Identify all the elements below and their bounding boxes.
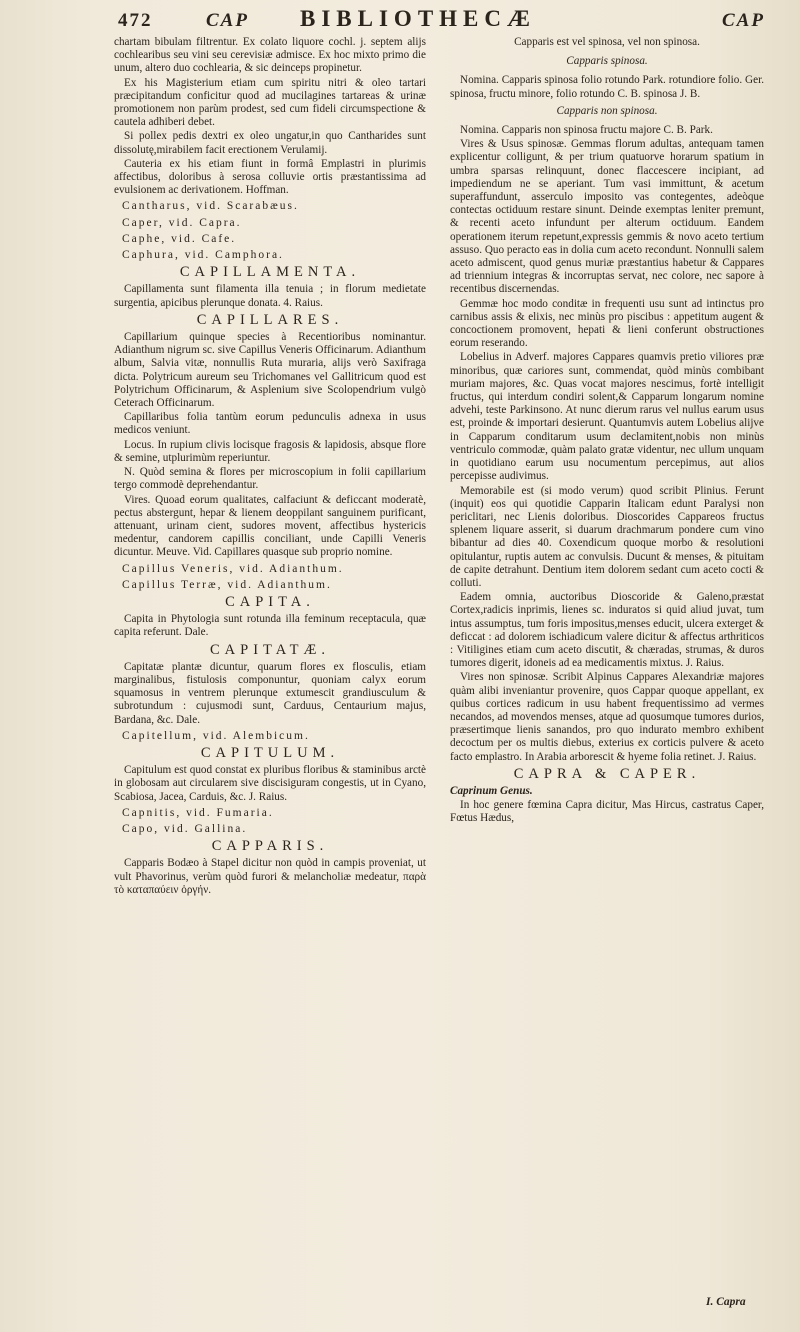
- cross-reference: Capnitis, vid. Fumaria.: [122, 806, 274, 819]
- entry-heading: CAPPARIS.: [211, 838, 329, 855]
- running-header: [0, 6, 800, 36]
- cross-reference: Caphe, vid. Cafe.: [122, 232, 237, 245]
- paragraph: Si pollex pedis dextri ex oleo ungatur,in quo Cantharides sunt dissolutę,mirabilem facit erectionem Verulamij.: [114, 130, 426, 156]
- subheading: Capparis non spinosa.: [556, 104, 658, 117]
- paragraph: Memorabile est (si modo verum) quod scribit Plinius. Ferunt (inquit) eos qui quotidie Capparin Italicam edunt Paralysi non periclitari, nec Lienis doloribus. Dioscorides Cappareos fructus splenem liquare asserit, si duarum drachmarum pondere cum vino bibantur ad dies 40. Coxendicum quoque morbo & resolutioni opitulantur, ruptis autem ac convulsis. Ducunt & menses, & pituitam de capite detrahunt. Dentium item dolorem sedant cum aceto cocti & colluti.: [450, 484, 764, 589]
- right-column: [450, 36, 764, 827]
- entry-heading: CAPRA & CAPER.: [513, 765, 701, 782]
- paragraph: chartam bibulam filtrentur. Ex colato liquore cochl. j. septem alijs cochlearibus seu vini seu cerevisiæ admisce. Ex hoc mixto primo die unum, altero duo cochlearia, & sic deinceps propinetur.: [114, 36, 426, 75]
- paragraph: Capparis est vel spinosa, vel non spinosa.: [514, 36, 700, 48]
- entry-heading: CAPILLAMENTA.: [179, 264, 361, 281]
- paragraph: Vires non spinosæ. Scribit Alpinus Cappares Alexandriæ majores quàm alibi inveniantur provenire, quos Cappar quoque appellant, ex quibus cortices radicum in usu habent frequentissimo ad vermes necandos, ad movendos menses, atque ad quosumque tumores durios, præsertimque lienis sanandos, pro quo indurato membro exhibent decoctum per os multis diebus, exterius ex corticis pulvere & aceto facto emplastro. In Arabia arborescit & hyeme folia retinet. J. Raius.: [450, 671, 764, 763]
- entry-heading: CAPITULUM.: [200, 744, 340, 761]
- cross-reference: Capillus Terræ, vid. Adianthum.: [122, 578, 332, 591]
- paragraph: Capillarium quinque species à Recentioribus nominantur. Adianthum nigrum sc. sive Capillus Veneris Officinarum. Adianthum album, Salvia vitæ, nonnullis Ruta muraria, alijs verò Saxifraga dicta. Polytricum aureum seu Trichomanes vel Gallitricum quod est Polytrichum Officinarum, & Asplenium sive Scolopendrium vulgò Ceterach Officinarum.: [114, 331, 426, 410]
- left-column: [114, 36, 426, 898]
- paragraph: Locus. In rupium clivis locisque fragosis & lapidosis, absque flore & semine, utplurimùm reperiuntur.: [114, 438, 426, 464]
- entry-heading: CAPITA.: [225, 593, 315, 610]
- paragraph: Cauteria ex his etiam fiunt in formâ Emplastri in plurimis affectibus, doloribus à serosa colluvie ortis præstantissima ad evulsionem ac derivationem. Hoffman.: [114, 157, 426, 197]
- catchword: I. Capra: [706, 1296, 746, 1308]
- left-guide-word: CAP: [206, 10, 249, 31]
- paragraph: Nomina. Capparis non spinosa fructu majore C. B. Park.: [460, 124, 713, 137]
- right-guide-word: CAP: [722, 10, 765, 31]
- paragraph: Nomina. Capparis spinosa folio rotundo Park. rotundiore folio. Ger. spinosa, fructu minore, folio rotundo C. B. spinosa J. B.: [450, 74, 764, 100]
- subheading: Caprinum Genus.: [450, 784, 533, 797]
- cross-reference: Capo, vid. Gallina.: [122, 822, 248, 835]
- page-number: 472: [118, 10, 153, 31]
- cross-reference: Caphura, vid. Camphora.: [122, 249, 284, 262]
- paragraph: Vires. Quoad eorum qualitates, calfaciunt & deficcant moderatè, pectus abstergunt, hepar & lienem deoppilant sanguinem purificant, attenuant, urinam cient, sudores movent, affectibus hystericis medentur, candorem capillis conciliant, unde Capilli Veneris dicuntur. Meuve. Vid. Capillares quasque sub proprio nomine.: [114, 493, 426, 559]
- paragraph: Capillaribus folia tantùm eorum pedunculis adnexa in usus medicos veniunt.: [114, 411, 426, 437]
- running-title: BIBLIOTHECÆ: [300, 6, 536, 31]
- paragraph: Ex his Magisterium etiam cum spiritu nitri & oleo tartari præcipitandum conficitur quod ad mucilagines tartareas & urinæ promotionem non parùm prodest, sed cum fideli circumspectione & cautela adhiberi debet.: [114, 76, 426, 129]
- paragraph: Eadem omnia, auctoribus Dioscoride & Galeno,præstat Cortex,radicis inprimis, lienes sc. induratos si quid aliud juvat, tum intus assumptus, tum foris impositus,menses educit, ulcera exterget & deficcat : ad dolorem ischiadicum valere dicitur & affectus arthriticos : Vitiligines etiam cum aceto discutit, & chæradas, strumas, & duros tumores digerit, idoneis ad ea medicamentis mixtus. J. Raius.: [450, 591, 764, 670]
- entry-heading: CAPILLARES.: [196, 311, 344, 328]
- paragraph: Gemmæ hoc modo conditæ in frequenti usu sunt ad intinctus pro carnibus assis & elixis, nec minùs pro piscibus : appetitum augent & concoctionem promovent, hepati & lieni conferunt obstructiones eorum reserando.: [450, 297, 764, 350]
- paragraph: Capita in Phytologia sunt rotunda illa feminum receptacula, quæ capita referunt. Dale.: [114, 613, 426, 639]
- paragraph: Capitulum est quod constat ex pluribus floribus & staminibus arctè in globosam aut circularem sive discisiguram congestis, ut in Cyano, Scabiosa, Jacea, Carduis, &c. J. Raius.: [114, 764, 426, 803]
- cross-reference: Capitellum, vid. Alembicum.: [122, 729, 310, 742]
- paragraph: Lobelius in Adverf. majores Cappares quamvis pretio viliores præ minoribus, quæ cariores sunt, commendat, quòd minùs combibant muriam majores, &c. Quas vocat majores nescimus, fortè intelligit fructus, qui interdum condiri solent,& Capparum longarum nomine advehi, teste Parkinsono. At nunc dierum rarus vel nullus earum usus est, proinde & importari desierunt. Quantumvis autem Lobelius alijve in Capparum conditarum usum declamitent,nobis non minùs ventriculo commodæ, quàm palato gratæ videntur, nec ullum unquam in quotidiano earum usu nocumentum percepimus, aut alios percepisse audivimus.: [450, 351, 764, 483]
- cross-reference: Cantharus, vid. Scarabæus.: [122, 200, 299, 213]
- subheading: Capparis spinosa.: [566, 55, 648, 68]
- paragraph: Capitatæ plantæ dicuntur, quarum flores ex flosculis, etiam marginalibus, fistulosis componuntur, quoniam calyx eorum squamosus in ventrem plerunque extumescit grandiusculum & subrotundum : cujusmodi sunt, Carduus, Centaurium majus, Bardana, &c. Dale.: [114, 660, 426, 726]
- entry-heading: CAPITATÆ.: [210, 641, 330, 658]
- cross-reference: Capillus Veneris, vid. Adianthum.: [122, 562, 344, 575]
- paragraph: In hoc genere fœmina Capra dicitur, Mas Hircus, castratus Caper, Fœtus Hædus,: [450, 799, 764, 825]
- paragraph: N. Quòd semina & flores per microscopium in folii capillarium tergo commodè deprehendantur.: [114, 466, 426, 492]
- paragraph: Capillamenta sunt filamenta illa tenuia ; in florum medietate surgentia, apicibus plerunque donata. 4. Raius.: [114, 283, 426, 309]
- paragraph: Capparis Bodæo à Stapel dicitur non quòd in campis proveniat, ut vult Phavorinus, verùm quòd furori & melancholiæ medeatur, παρὰ τὸ καταπαύειν ὀργήν.: [114, 857, 426, 896]
- paragraph: Vires & Usus spinosæ. Gemmas florum adultas, antequam tamen explicentur colligunt, & per trium quatuorve horarum spatium in umbra sparsas relinquunt, donec flaccescere incipiant, ad impediendum ne se aperiant. Tum vasi immittunt, & acetum superaffundunt, asserculo imposito vas contegentes, adeòque contectas octiduum restare sinunt. Deinde exemptas leniter premunt, & recenti aceto infundunt per alterum octiduum. Eandem operationem iterum repetunt,expressis gemmis & novo aceto tertium assuso. Quo peracto eas in dolia cum aceto recondunt. Nonnulli salem aceto admiscent, quod genus muriæ præstantius habetur & Cappares ad triennium integras & incorruptas servat, nec colore, nec sapore à recentibus discernendas.: [450, 138, 764, 296]
- cross-reference: Caper, vid. Capra.: [122, 216, 242, 229]
